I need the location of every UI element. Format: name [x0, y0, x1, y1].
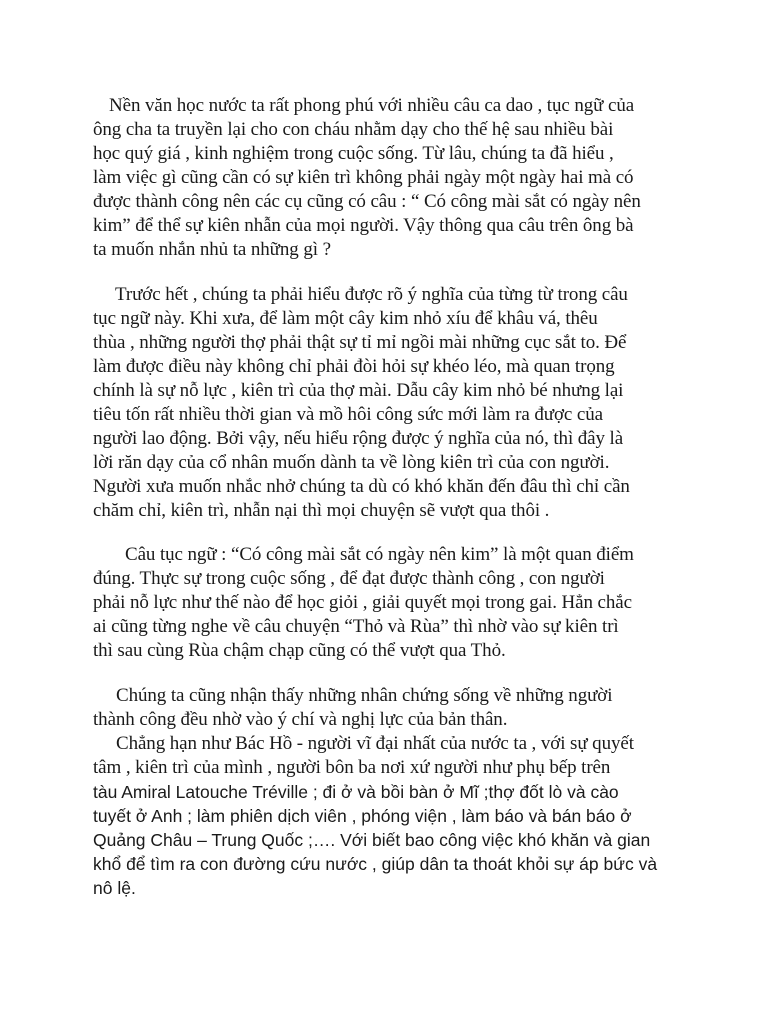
text-line: ta muốn nhắn nhủ ta những gì ? — [93, 239, 331, 260]
text-line: được thành công nên các cụ cũng có câu : “ Có công mài sắt có ngày nên — [93, 191, 641, 212]
text-line: tâm , kiên trì của mình , người bôn ba nơi xứ người như phụ bếp trên — [93, 757, 611, 778]
text-line: Quảng Châu – Trung Quốc ;…. Với biết bao công việc khó khăn và gian — [93, 830, 651, 850]
text-line: ai cũng từng nghe về câu chuyện “Thỏ và Rùa” thì nhờ vào sự kiên trì — [93, 616, 619, 637]
text-line: chăm chỉ, kiên trì, nhẫn nại thì mọi chuyện sẽ vượt qua thôi . — [93, 500, 550, 521]
text-line: Người xưa muốn nhắc nhở chúng ta dù có khó khăn đến đâu thì chỉ cần — [93, 476, 630, 497]
text-line: thì sau cùng Rùa chậm chạp cũng có thể vượt qua Thỏ. — [93, 640, 506, 661]
text-line: khổ để tìm ra con đường cứu nước , giúp dân ta thoát khỏi sự áp bức và — [93, 854, 658, 874]
text-line: tàu Amiral Latouche Tréville ; đi ở và bồi bàn ở Mĩ ;thợ đốt lò và cào — [93, 782, 619, 802]
text-line: Nền văn học nước ta rất phong phú với nhiều câu ca dao , tục ngữ của — [109, 95, 635, 116]
text-line: học quý giá , kinh nghiệm trong cuộc sống. Từ lâu, chúng ta đã hiểu , — [93, 143, 614, 164]
text-line: Câu tục ngữ : “Có công mài sắt có ngày nên kim” là một quan điểm — [125, 544, 634, 565]
text-line: Chúng ta cũng nhận thấy những nhân chứng sống về những người — [116, 685, 613, 706]
text-line: ông cha ta truyền lại cho con cháu nhằm dạy cho thế hệ sau nhiều bài — [93, 119, 614, 140]
text-line: làm được điều này không chỉ phải đòi hỏi sự khéo léo, mà quan trọng — [93, 356, 615, 377]
text-line: tiêu tốn rất nhiều thời gian và mồ hôi công sức mới làm ra được của — [93, 404, 603, 425]
text-line: thành công đều nhờ vào ý chí và nghị lực của bản thân. — [93, 709, 508, 730]
text-line: lời răn dạy của cổ nhân muốn dành ta về lòng kiên trì của con người. — [93, 452, 610, 473]
text-line: đúng. Thực sự trong cuộc sống , để đạt được thành công , con người — [93, 568, 605, 589]
text-line: làm việc gì cũng cần có sự kiên trì không phải ngày một ngày hai mà có — [93, 167, 634, 188]
text-line: phải nỗ lực như thế nào để học giỏi , giải quyết mọi trong gai. Hẳn chắc — [93, 592, 632, 613]
text-line: nô lệ. — [93, 878, 136, 898]
text-line: người lao động. Bởi vậy, nếu hiểu rộng được ý nghĩa của nó, thì đây là — [93, 428, 624, 449]
text-line: tuyết ở Anh ; làm phiên dịch viên , phóng viện , làm báo và bán báo ở — [93, 806, 632, 826]
text-line: thùa , những người thợ phải thật sự tỉ mỉ ngồi mài những cục sắt to. Để — [93, 332, 627, 353]
text-line: chính là sự nỗ lực , kiên trì của thợ mài. Dẫu cây kim nhỏ bé nhưng lại — [93, 380, 624, 401]
text-line: kim” để thể sự kiên nhẫn của mọi người. Vậy thông qua câu trên ông bà — [93, 215, 634, 236]
text-line: Trước hết , chúng ta phải hiểu được rõ ý nghĩa của từng từ trong câu — [115, 284, 628, 305]
text-line: Chẳng hạn như Bác Hồ - người vĩ đại nhất của nước ta , với sự quyết — [116, 733, 634, 754]
text-line: tục ngữ này. Khi xưa, để làm một cây kim nhỏ xíu để khâu vá, thêu — [93, 308, 598, 329]
